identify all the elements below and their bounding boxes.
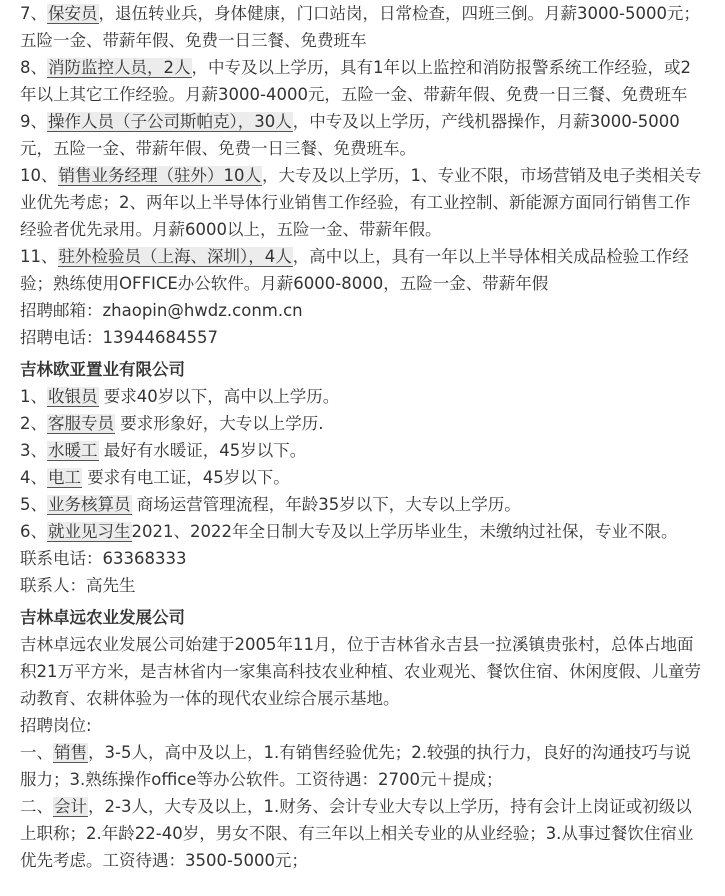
job-title: 电工: [48, 468, 81, 487]
job-title: 水暖工: [48, 441, 98, 460]
recruit-phone: 招聘电话：13944684557: [20, 328, 218, 347]
job-item: [20, 518, 703, 545]
job-number: 3、: [20, 441, 47, 460]
job-description: ，退伍转业兵，身体健康，门口站岗，日常检查，四班三倒。月薪3000-5000元；五险一金、带薪年假、免费一日三餐、免费班车: [20, 4, 700, 50]
job-item: [20, 0, 703, 54]
job-title: 操作人员（子公司斯帕克），30人: [48, 112, 292, 131]
company-intro: 吉林卓远农业发展公司始建于2005年11月，位于吉林省永吉县一拉溪镇贵张村，总体占地面积21万平方米，是吉林省内一家集高科技农业种植、农业观光、餐饮住宿、休闲度假、儿童劳动教育、农耕体验为一体的现代农业综合展示基地。: [20, 635, 701, 708]
job-title: 销售业务经理（驻外）10人: [58, 166, 261, 185]
job-description: ，3-5人，高中及以上，1.有销售经验优先；2.较强的执行力，良好的沟通技巧与说服力；3.熟练操作office等办公软件。工资待遇：2700元＋提成；: [20, 743, 691, 789]
job-item: [20, 491, 703, 518]
contact-phone: 联系电话：63368333: [20, 549, 187, 568]
job-item: [20, 162, 703, 243]
job-item: [20, 108, 703, 162]
job-title: 客服专员: [48, 414, 114, 433]
job-number: 5、: [20, 495, 47, 514]
job-title: 消防监控人员，2人: [48, 58, 191, 77]
job-item: [20, 437, 703, 464]
job-description: 2021、2022年全日制大专及以上学历毕业生，未缴纳过社保，专业不限。: [131, 522, 678, 541]
job-number: 1、: [20, 387, 47, 406]
job-number: 10、: [20, 166, 58, 185]
job-title: 业务核算员: [48, 495, 131, 514]
job-number: 2、: [20, 414, 47, 433]
job-description: 要求有电工证，45岁以下。: [82, 468, 290, 487]
job-number: 4、: [20, 468, 47, 487]
job-item: [20, 464, 703, 491]
job-title: 收银员: [48, 387, 98, 406]
job-item: [20, 739, 703, 793]
job-item: [20, 243, 703, 297]
job-title: 就业见习生: [48, 522, 131, 541]
positions-label: 招聘岗位:: [20, 716, 92, 735]
job-number: 二、: [20, 797, 53, 816]
contact-person: 联系人：高先生: [20, 576, 136, 595]
job-number: 6、: [20, 522, 47, 541]
job-title: 驻外检验员（上海、深圳），4人: [58, 247, 292, 266]
job-number: 11、: [20, 247, 58, 266]
job-item: [20, 410, 703, 437]
job-description: ，2-3人，大专及以上，1.财务、会计专业大专以上学历，持有会计上岗证或初级以上职称；2.年龄22-40岁，男女不限、有三年以上相关专业的从业经验；3.从事过餐饮住宿业优先考虑。工资待遇：3500-5000元；: [20, 797, 694, 870]
job-description: ，大专及以上学历，1、专业不限，市场营销及电子类相关专业优先考虑；2、两年以上半导体行业销售工作经验，有工业控制、新能源方面同行销售工作经验者优先录用。月薪6000以上，五险一金、带薪年假。: [20, 166, 702, 239]
job-description: ，中专及以上学历，具有1年以上监控和消防报警系统工作经验，或2年以上其它工作经验。月薪3000-4000元，五险一金、带薪年假、免费一日三餐、免费班车: [20, 58, 691, 104]
job-item: [20, 54, 703, 108]
job-description: 要求40岁以下，高中以上学历。: [98, 387, 340, 406]
job-item: [20, 383, 703, 410]
job-description: ，中专及以上学历，产线机器操作，月薪3000-5000元，五险一金、带薪年假、免费一日三餐、免费班车。: [20, 112, 680, 158]
job-number: 8、: [20, 58, 47, 77]
job-description: 商场运营管理流程，年龄35岁以下，大专以上学历。: [131, 495, 521, 514]
company-name: 吉林欧亚置业有限公司: [20, 360, 185, 379]
job-title: 保安员: [48, 4, 98, 23]
job-number: 一、: [20, 743, 53, 762]
article-body: [20, 0, 703, 874]
job-description: 要求形象好，大专以上学历.: [115, 414, 324, 433]
job-title: 销售: [54, 743, 87, 762]
job-description: 最好有水暖证，45岁以下。: [98, 441, 307, 460]
job-number: 9、: [20, 112, 47, 131]
company-name: 吉林卓远农业发展公司: [20, 608, 185, 627]
recruit-email: 招聘邮箱：zhaopin@hwdz.conm.cn: [20, 301, 303, 320]
job-title: 会计: [54, 797, 87, 816]
job-description: ，高中以上，具有一年以上半导体相关成品检验工作经验；熟练使用OFFICE办公软件。月薪6000-8000，五险一金、带薪年假: [20, 247, 689, 293]
job-item: [20, 793, 703, 874]
job-number: 7、: [20, 4, 47, 23]
